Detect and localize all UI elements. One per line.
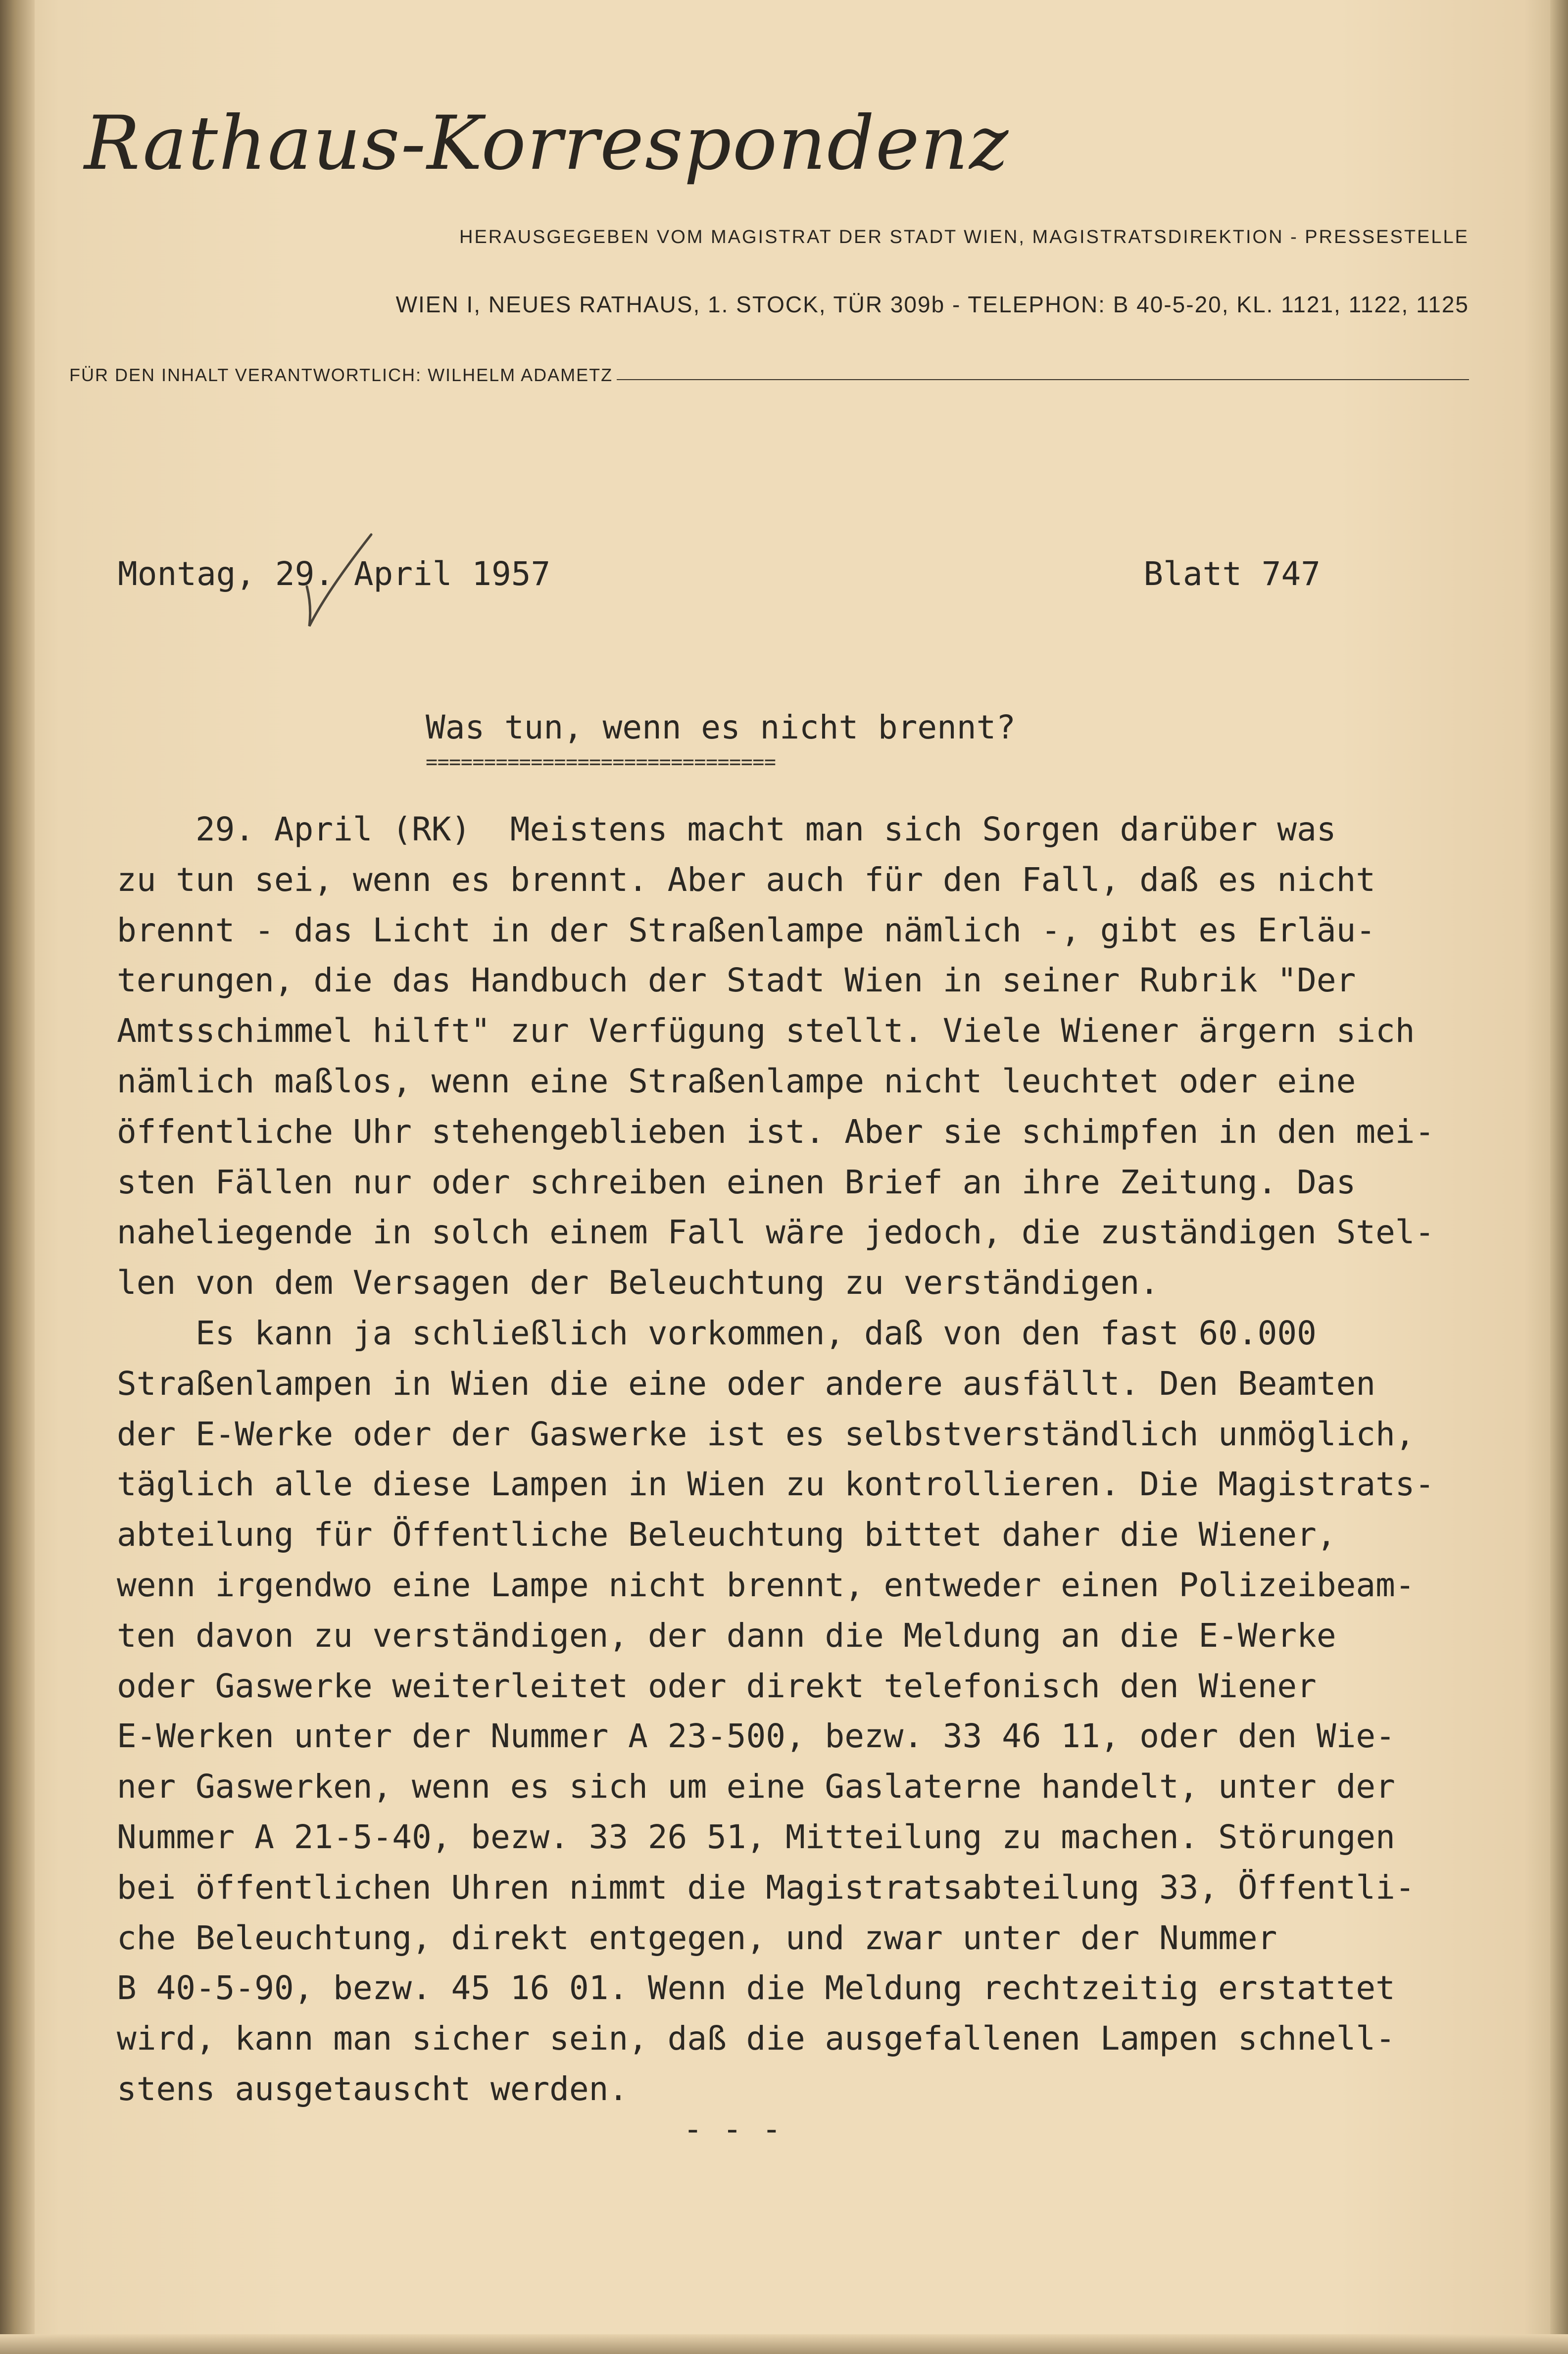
body-line: ten davon zu verständigen, der dann die Meldung an die E-Werke xyxy=(117,1616,1336,1655)
body-line: der E-Werke oder der Gaswerke ist es selbstverständlich unmöglich, xyxy=(117,1415,1415,1453)
body-line: wird, kann man sicher sein, daß die ausgefallenen Lampen schnell- xyxy=(117,2019,1395,2058)
body-line: Nummer A 21-5-40, bezw. 33 26 51, Mitteilung zu machen. Störungen xyxy=(117,1817,1395,1856)
masthead-address: WIEN I, NEUES RATHAUS, 1. STOCK, TÜR 309b - TELEPHON: B 40-5-20, KL. 1121, 1122, 1125 xyxy=(395,292,1469,317)
body-line: abteilung für Öffentliche Beleuchtung bittet daher die Wiener, xyxy=(117,1516,1336,1554)
pencil-check-mark-icon xyxy=(292,532,376,631)
body-line: E-Werken unter der Nummer A 23-500, bezw. 33 46 11, oder den Wie- xyxy=(117,1717,1395,1756)
headline-underline: ============================== xyxy=(426,751,776,774)
masthead-responsible-row xyxy=(69,361,1469,389)
body-line: len von dem Versagen der Beleuchtung zu verständigen. xyxy=(117,1264,1159,1302)
masthead-publisher: HERAUSGEGEBEN VOM MAGISTRAT DER STADT WIEN, MAGISTRATSDIREKTION - PRESSESTELLE xyxy=(459,227,1469,247)
document-date: Montag, 29. April 1957 xyxy=(118,555,551,593)
body-line: zu tun sei, wenn es brennt. Aber auch für den Fall, daß es nicht xyxy=(117,860,1376,899)
article-body xyxy=(117,804,1503,2114)
body-line: che Beleuchtung, direkt entgegen, und zwar unter der Nummer xyxy=(117,1918,1277,1957)
body-line: Es kann ja schließlich vorkommen, daß von den fast 60.000 xyxy=(117,1314,1317,1352)
page-right-edge xyxy=(1550,0,1568,2354)
masthead-rule xyxy=(617,379,1469,380)
body-line: Amtsschimmel hilft" zur Verfügung stellt. Viele Wiener ärgern sich xyxy=(117,1012,1415,1050)
body-line: öffentliche Uhr stehengeblieben ist. Aber sie schimpfen in den mei- xyxy=(117,1112,1435,1151)
body-line: naheliegende in solch einem Fall wäre jedoch, die zuständigen Stel- xyxy=(117,1213,1435,1252)
masthead-responsible: FÜR DEN INHALT VERANTWORTLICH: WILHELM ADAMETZ xyxy=(69,365,613,385)
body-line: Straßenlampen in Wien die eine oder andere ausfällt. Den Beamten xyxy=(117,1364,1376,1403)
page-bottom-edge xyxy=(0,2334,1568,2354)
masthead-title: Rathaus-Korrespondenz xyxy=(84,100,1010,187)
body-line: brennt - das Licht in der Straßenlampe nämlich -, gibt es Erläu- xyxy=(117,911,1376,949)
article-headline: Was tun, wenn es nicht brennt? xyxy=(426,708,1016,746)
body-line: bei öffentlichen Uhren nimmt die Magistratsabteilung 33, Öffentli- xyxy=(117,1868,1415,1907)
body-line: B 40-5-90, bezw. 45 16 01. Wenn die Meldung rechtzeitig erstattet xyxy=(117,1969,1395,2008)
body-line: stens ausgetauscht werden. xyxy=(117,2069,629,2108)
binding-spine xyxy=(0,0,35,2354)
body-line: terungen, die das Handbuch der Stadt Wien in seiner Rubrik "Der xyxy=(117,961,1356,1000)
body-line: wenn irgendwo eine Lampe nicht brennt, entweder einen Polizeibeam- xyxy=(117,1566,1415,1604)
body-line: ner Gaswerken, wenn es sich um eine Gaslaterne handelt, unter der xyxy=(117,1767,1395,1806)
body-line: sten Fällen nur oder schreiben einen Brief an ihre Zeitung. Das xyxy=(117,1163,1356,1201)
body-line: täglich alle diese Lampen in Wien zu kontrollieren. Die Magistrats- xyxy=(117,1465,1435,1504)
end-mark: - - - xyxy=(683,2110,782,2148)
body-line: oder Gaswerke weiterleitet oder direkt telefonisch den Wiener xyxy=(117,1667,1317,1705)
body-line: nämlich maßlos, wenn eine Straßenlampe nicht leuchtet oder eine xyxy=(117,1062,1356,1100)
body-line: 29. April (RK) Meistens macht man sich Sorgen darüber was xyxy=(117,810,1336,848)
sheet-number: Blatt 747 xyxy=(1143,555,1321,593)
